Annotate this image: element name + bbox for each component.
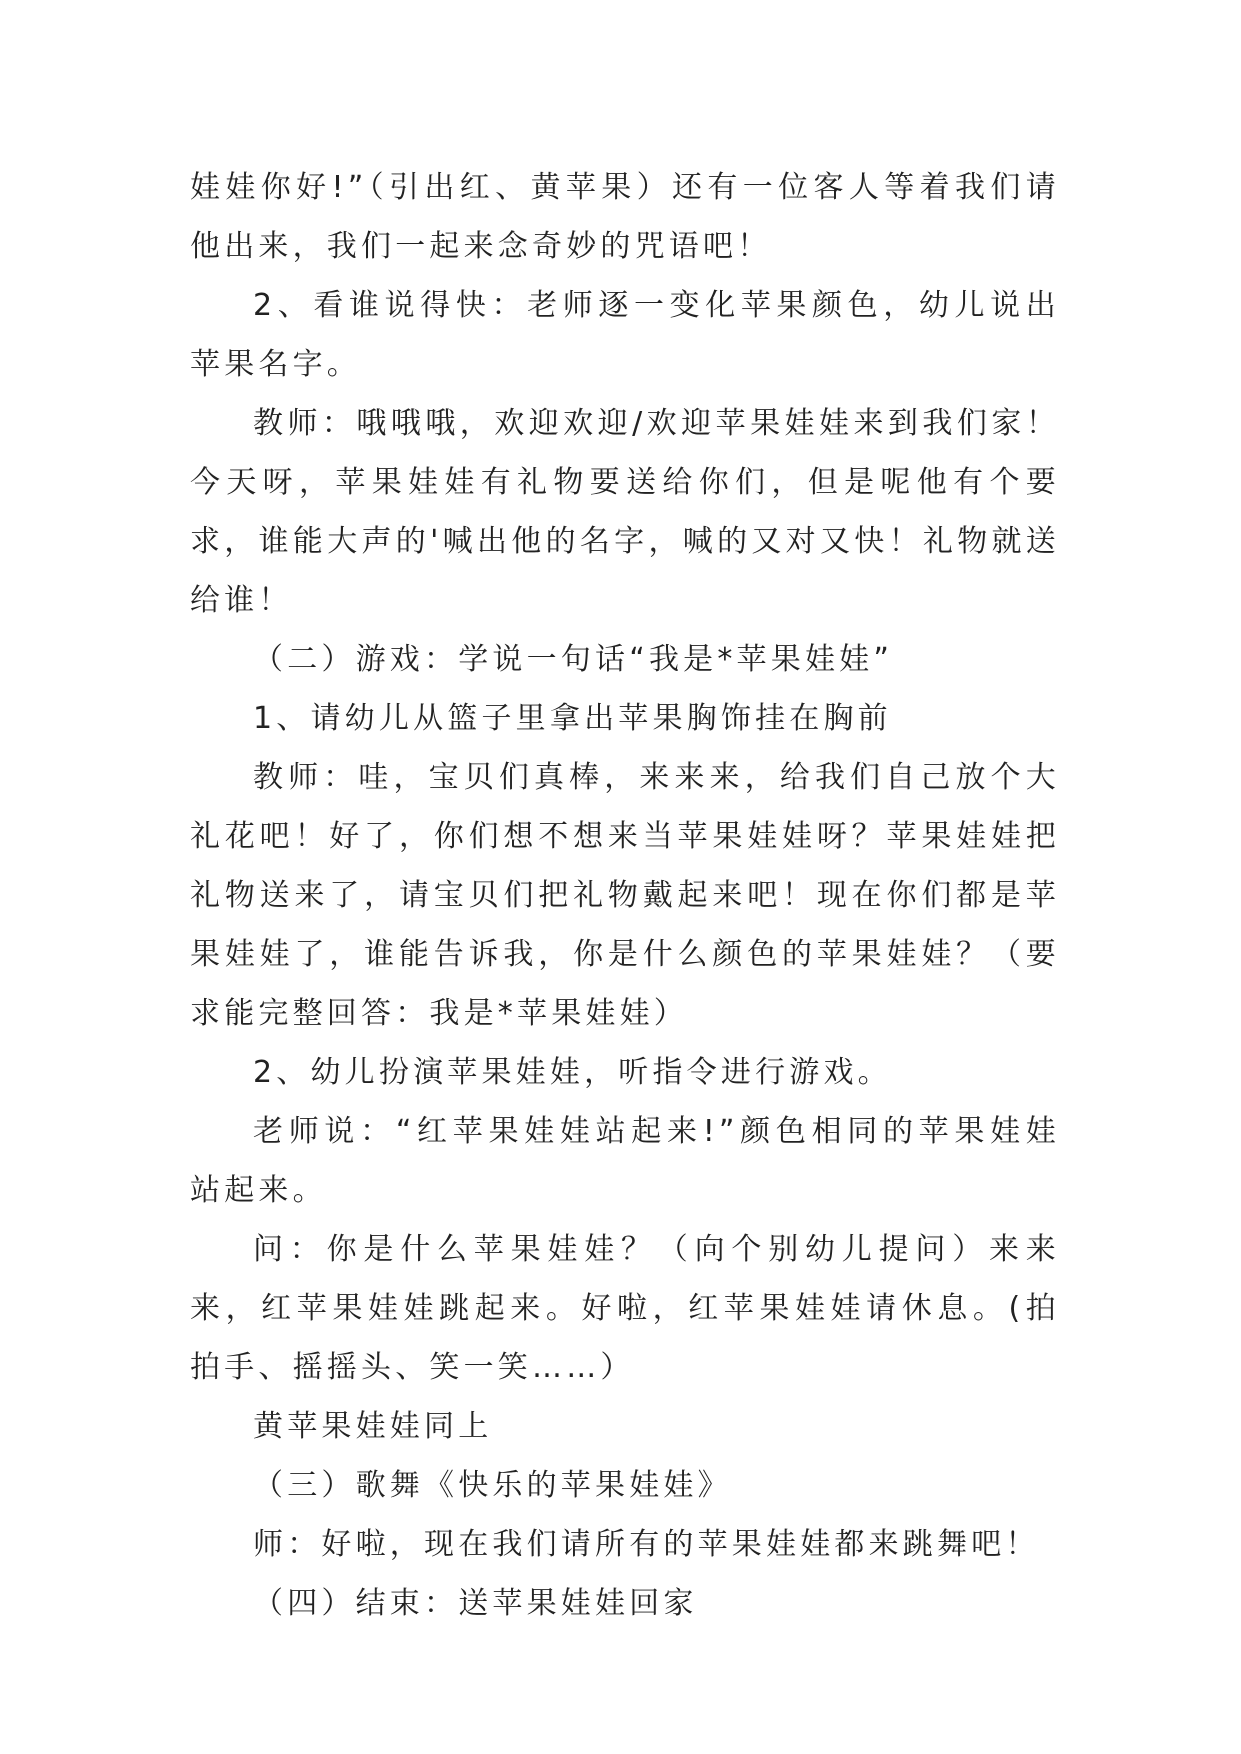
section-heading-2: （二）游戏：学说一句话“我是*苹果娃娃” [253, 642, 894, 677]
document-body [190, 158, 1060, 1633]
paragraph-5: 1、请幼儿从篮子里拿出苹果胸饰挂在胸前 [253, 701, 892, 736]
paragraph-9: 问：你是什么苹果娃娃？（向个别幼儿提问）来来来，红苹果娃娃跳起来。好啦，红苹果娃娃请休息。(拍拍手、摇摇头、笑一笑……） [190, 1232, 1060, 1385]
paragraph-10: 黄苹果娃娃同上 [253, 1409, 493, 1444]
section-heading-4: （四）结束：送苹果娃娃回家 [253, 1586, 698, 1621]
section-heading-3: （三）歌舞《快乐的苹果娃娃》 [253, 1468, 732, 1503]
paragraph-2: 2、看谁说得快：老师逐一变化苹果颜色，幼儿说出苹果名字。 [190, 288, 1060, 382]
paragraph-6: 教师：哇，宝贝们真棒，来来来，给我们自己放个大礼花吧！好了，你们想不想来当苹果娃娃呀？苹果娃娃把礼物送来了，请宝贝们把礼物戴起来吧！现在你们都是苹果娃娃了，谁能告诉我，你是什么颜色的苹果娃娃？（要求能完整回答：我是*苹果娃娃） [190, 760, 1060, 1031]
paragraph-12: 师：好啦，现在我们请所有的苹果娃娃都来跳舞吧！ [253, 1527, 1040, 1562]
paragraph-7: 2、幼儿扮演苹果娃娃，听指令进行游戏。 [253, 1055, 892, 1090]
paragraph-3: 教师：哦哦哦，欢迎欢迎/欢迎苹果娃娃来到我们家！今天呀，苹果娃娃有礼物要送给你们，但是呢他有个要求，谁能大声的'喊出他的名字，喊的又对又快！礼物就送给谁！ [190, 406, 1060, 618]
paragraph-1: 娃娃你好!”（引出红、黄苹果）还有一位客人等着我们请他出来，我们一起来念奇妙的咒语吧！ [190, 170, 1060, 264]
paragraph-8: 老师说：“红苹果娃娃站起来!”颜色相同的苹果娃娃站起来。 [190, 1114, 1060, 1208]
